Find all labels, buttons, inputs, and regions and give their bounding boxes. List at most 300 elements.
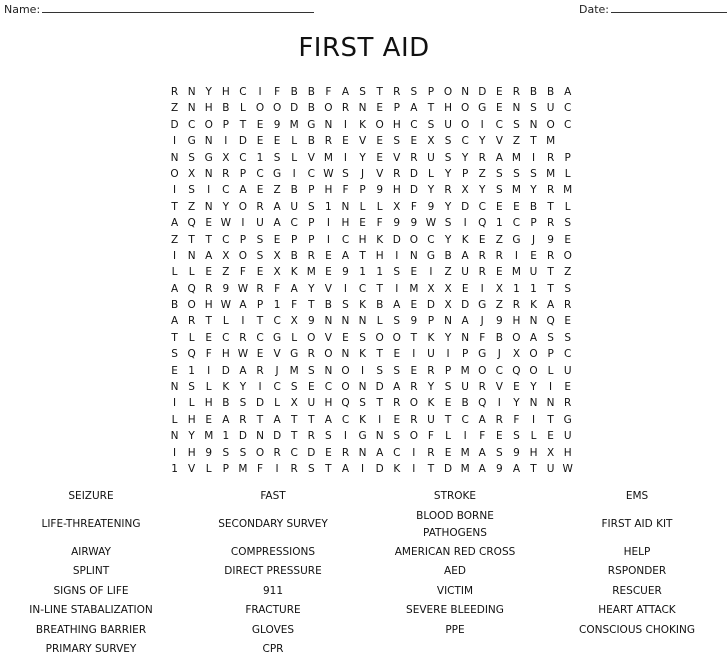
grid-letter: E bbox=[496, 200, 503, 213]
grid-letter: 9 bbox=[376, 184, 384, 197]
grid-letter: E bbox=[376, 102, 383, 115]
grid-letter: V bbox=[495, 135, 503, 148]
grid-letter: I bbox=[378, 413, 382, 426]
grid-letter: A bbox=[512, 462, 521, 475]
grid-letter: J bbox=[275, 364, 279, 377]
grid-letter: 9 bbox=[495, 462, 503, 475]
grid-letter: 9 bbox=[342, 266, 349, 279]
grid-letter: P bbox=[239, 167, 247, 180]
grid-letter: 9 bbox=[495, 315, 503, 328]
name-label: Name: bbox=[4, 3, 41, 16]
grid-letter: O bbox=[409, 430, 418, 443]
grid-letter: V bbox=[324, 282, 332, 295]
grid-letter: Z bbox=[495, 299, 503, 312]
date-label: Date: bbox=[579, 3, 609, 16]
grid-letter: O bbox=[238, 249, 248, 262]
grid-letter: Q bbox=[187, 217, 196, 230]
grid-letter: S bbox=[427, 118, 435, 131]
grid-letter: A bbox=[410, 102, 418, 115]
grid-letter: P bbox=[427, 86, 435, 98]
grid-letter: I bbox=[241, 315, 245, 328]
grid-letter: L bbox=[222, 315, 229, 328]
grid-letter: 9 bbox=[307, 315, 315, 328]
grid-letter: K bbox=[427, 397, 435, 410]
grid-letter: A bbox=[393, 381, 401, 394]
grid-letter: K bbox=[359, 348, 367, 361]
grid-letter: C bbox=[290, 446, 298, 459]
grid-letter: R bbox=[427, 364, 435, 377]
grid-letter: M bbox=[238, 462, 248, 475]
grid-letter: I bbox=[241, 217, 245, 230]
grid-letter: O bbox=[170, 167, 179, 180]
grid-letter: C bbox=[461, 413, 469, 426]
grid-letter: H bbox=[444, 102, 452, 115]
grid-letter: X bbox=[444, 299, 452, 312]
grid-letter: F bbox=[342, 184, 349, 197]
grid-letter: I bbox=[497, 397, 501, 410]
grid-letter: R bbox=[478, 381, 486, 394]
grid-letter: G bbox=[204, 151, 213, 164]
grid-letter: U bbox=[427, 151, 435, 164]
grid-letter: L bbox=[359, 200, 366, 213]
grid-letter: C bbox=[239, 86, 247, 98]
grid-letter: A bbox=[170, 315, 179, 328]
grid-row bbox=[166, 363, 576, 379]
grid-letter: I bbox=[531, 151, 536, 164]
grid-letter: K bbox=[359, 299, 367, 312]
grid-letter: R bbox=[341, 446, 350, 459]
grid-letter: Z bbox=[188, 200, 196, 213]
grid-letter: G bbox=[512, 233, 521, 246]
grid-letter: T bbox=[427, 462, 435, 475]
grid-letter: L bbox=[205, 462, 212, 475]
grid-letter: D bbox=[273, 430, 282, 443]
grid-letter: R bbox=[290, 462, 298, 475]
grid-letter: E bbox=[256, 266, 264, 279]
grid-letter: P bbox=[461, 348, 469, 361]
grid-letter: Y bbox=[530, 184, 537, 197]
grid-letter: M bbox=[323, 151, 333, 164]
grid-letter: W bbox=[237, 348, 249, 361]
word-row bbox=[0, 507, 728, 543]
grid-row bbox=[166, 379, 576, 395]
grid-letter: O bbox=[461, 102, 470, 115]
grid-letter: B bbox=[444, 249, 452, 262]
grid-letter: A bbox=[273, 200, 281, 213]
grid-letter: K bbox=[222, 381, 230, 394]
grid-letter: E bbox=[461, 282, 469, 295]
grid-letter: M bbox=[204, 430, 214, 443]
grid-letter: L bbox=[188, 266, 195, 279]
grid-letter: W bbox=[562, 462, 573, 475]
grid-letter: G bbox=[290, 348, 299, 361]
grid-letter: S bbox=[393, 430, 401, 443]
grid-letter: N bbox=[187, 86, 196, 98]
grid-letter: V bbox=[495, 381, 503, 394]
grid-letter: R bbox=[564, 299, 572, 312]
grid-letter: X bbox=[222, 151, 230, 164]
grid-letter: S bbox=[513, 167, 520, 180]
grid-letter: T bbox=[290, 413, 298, 426]
grid-letter: U bbox=[256, 217, 264, 230]
grid-letter: R bbox=[546, 249, 555, 262]
word-item: COMPRESSIONS bbox=[230, 545, 316, 558]
grid-letter: H bbox=[563, 446, 572, 459]
grid-letter: A bbox=[222, 413, 230, 426]
grid-letter: A bbox=[239, 364, 247, 377]
grid-letter: S bbox=[188, 381, 195, 394]
grid-letter: F bbox=[479, 430, 486, 443]
grid-letter: O bbox=[443, 86, 453, 98]
grid-letter: P bbox=[427, 315, 435, 328]
grid-letter: R bbox=[256, 364, 264, 377]
grid-letter: S bbox=[495, 167, 503, 180]
grid-letter: A bbox=[324, 413, 332, 426]
grid-letter: N bbox=[444, 315, 452, 328]
grid-letter: O bbox=[272, 102, 282, 115]
grid-letter: W bbox=[237, 282, 249, 295]
grid-letter: S bbox=[307, 200, 315, 213]
grid-letter: A bbox=[478, 462, 486, 475]
grid-letter: R bbox=[205, 282, 213, 295]
grid-letter: A bbox=[393, 299, 401, 312]
grid-letter: Y bbox=[222, 200, 230, 213]
grid-letter: S bbox=[359, 397, 366, 410]
grid-letter: A bbox=[170, 217, 179, 230]
grid-letter: E bbox=[205, 217, 213, 230]
grid-letter: C bbox=[410, 118, 418, 131]
grid-letter: R bbox=[478, 151, 486, 164]
grid-letter: 1 bbox=[376, 266, 384, 279]
word-item: FRACTURE bbox=[245, 604, 301, 617]
grid-letter: M bbox=[409, 282, 419, 295]
grid-letter: D bbox=[238, 135, 247, 148]
grid-letter: L bbox=[171, 266, 178, 279]
grid-letter: O bbox=[341, 381, 350, 394]
grid-letter: S bbox=[239, 446, 247, 459]
grid-letter: H bbox=[392, 184, 401, 197]
grid-letter: R bbox=[410, 413, 418, 426]
grid-letter: T bbox=[359, 249, 366, 262]
word-item: EMS bbox=[625, 490, 649, 503]
grid-letter: N bbox=[461, 86, 470, 98]
grid-letter: M bbox=[546, 167, 556, 180]
grid-letter: X bbox=[273, 266, 281, 279]
grid-letter: E bbox=[307, 381, 315, 394]
grid-letter: P bbox=[291, 233, 298, 246]
grid-letter: R bbox=[546, 217, 555, 230]
grid-letter: N bbox=[324, 118, 333, 131]
grid-letter: D bbox=[375, 381, 384, 394]
grid-letter: N bbox=[187, 249, 196, 262]
grid-letter: G bbox=[273, 167, 282, 180]
grid-letter: R bbox=[495, 249, 503, 262]
grid-letter: R bbox=[427, 446, 435, 459]
grid-letter: A bbox=[239, 184, 247, 197]
grid-letter: I bbox=[343, 118, 348, 131]
grid-letter: C bbox=[307, 167, 315, 180]
grid-letter: N bbox=[358, 315, 367, 328]
grid-letter: M bbox=[460, 462, 470, 475]
grid-letter: B bbox=[307, 102, 315, 115]
grid-letter: I bbox=[480, 282, 484, 295]
grid-letter: T bbox=[547, 413, 554, 426]
grid-letter: H bbox=[187, 446, 196, 459]
grid-letter: N bbox=[204, 200, 213, 213]
grid-letter: K bbox=[427, 331, 435, 344]
grid-letter: B bbox=[376, 299, 384, 312]
grid-letter: D bbox=[444, 462, 453, 475]
date-line[interactable] bbox=[611, 2, 727, 13]
word-item: LIFE-THREATENING bbox=[41, 518, 141, 530]
grid-letter: B bbox=[495, 331, 503, 344]
grid-row bbox=[166, 445, 576, 461]
grid-row bbox=[166, 100, 576, 116]
grid-letter: N bbox=[170, 430, 179, 443]
grid-letter: A bbox=[478, 413, 486, 426]
grid-letter: S bbox=[222, 446, 230, 459]
grid-letter: 9 bbox=[410, 217, 418, 230]
grid-letter: N bbox=[529, 118, 538, 131]
word-item: FIRST AID KIT bbox=[601, 518, 673, 530]
grid-letter: F bbox=[256, 462, 264, 475]
grid-letter: X bbox=[290, 315, 298, 328]
grid-letter: B bbox=[529, 86, 538, 98]
grid-letter: T bbox=[171, 331, 178, 344]
grid-letter: X bbox=[512, 348, 521, 361]
grid-letter: E bbox=[530, 249, 537, 262]
grid-row bbox=[166, 248, 576, 264]
grid-letter: R bbox=[546, 184, 555, 197]
grid-letter: R bbox=[512, 86, 521, 98]
grid-letter: R bbox=[239, 413, 247, 426]
grid-letter: I bbox=[361, 462, 365, 475]
grid-letter: D bbox=[221, 364, 230, 377]
word-item: PRIMARY SURVEY bbox=[45, 643, 137, 656]
grid-letter: E bbox=[376, 151, 383, 164]
grid-letter: R bbox=[341, 102, 350, 115]
grid-letter: A bbox=[376, 446, 384, 459]
grid-letter: I bbox=[343, 430, 348, 443]
grid-letter: F bbox=[376, 217, 383, 230]
grid-letter: C bbox=[341, 413, 350, 426]
grid-letter: F bbox=[205, 348, 212, 361]
grid-letter: T bbox=[410, 331, 418, 344]
grid-letter: S bbox=[564, 282, 572, 295]
grid-letter: E bbox=[410, 266, 418, 279]
grid-letter: E bbox=[273, 233, 281, 246]
name-line[interactable] bbox=[42, 2, 314, 13]
grid-row bbox=[166, 395, 576, 411]
grid-letter: T bbox=[308, 299, 315, 312]
grid-letter: N bbox=[256, 430, 264, 443]
grid-letter: O bbox=[546, 118, 555, 131]
grid-letter: O bbox=[375, 331, 384, 344]
grid-letter: O bbox=[255, 446, 265, 459]
grid-letter: U bbox=[461, 381, 469, 394]
grid-letter: H bbox=[221, 86, 230, 98]
grid-letter: T bbox=[444, 413, 452, 426]
grid-letter: S bbox=[444, 381, 452, 394]
grid-row bbox=[166, 84, 576, 100]
grid-letter: H bbox=[375, 249, 384, 262]
grid-letter: D bbox=[409, 167, 418, 180]
grid-letter: R bbox=[546, 151, 555, 164]
grid-letter: H bbox=[187, 413, 196, 426]
name-field[interactable] bbox=[4, 2, 314, 16]
grid-letter: R bbox=[324, 135, 333, 148]
word-row bbox=[0, 621, 728, 641]
grid-letter: A bbox=[495, 151, 503, 164]
grid-letter: I bbox=[258, 381, 262, 394]
grid-letter: I bbox=[172, 446, 177, 459]
grid-letter: T bbox=[547, 266, 554, 279]
grid-letter: 9 bbox=[547, 233, 554, 246]
word-item: CPR bbox=[262, 643, 284, 656]
grid-letter: N bbox=[341, 200, 350, 213]
grid-letter: S bbox=[393, 364, 401, 377]
grid-letter: X bbox=[393, 200, 401, 213]
date-field[interactable] bbox=[579, 2, 727, 16]
grid-letter: W bbox=[323, 167, 334, 180]
grid-letter: S bbox=[393, 266, 401, 279]
word-item: DIRECT PRESSURE bbox=[224, 565, 322, 578]
grid-letter: S bbox=[307, 364, 315, 377]
grid-letter: A bbox=[547, 299, 555, 312]
grid-letter: Y bbox=[479, 135, 486, 148]
grid-letter: A bbox=[290, 282, 298, 295]
grid-letter: I bbox=[224, 135, 228, 148]
grid-letter: A bbox=[341, 462, 350, 475]
word-item: IN-LINE STABALIZATION bbox=[29, 604, 153, 617]
grid-letter: G bbox=[426, 249, 436, 262]
grid-letter: O bbox=[512, 331, 521, 344]
grid-letter: X bbox=[427, 282, 435, 295]
grid-letter: H bbox=[392, 118, 401, 131]
grid-letter: O bbox=[529, 364, 538, 377]
grid-letter: M bbox=[289, 118, 299, 131]
grid-letter: T bbox=[376, 397, 383, 410]
word-item: AIRWAY bbox=[71, 545, 111, 558]
grid-letter: L bbox=[547, 364, 554, 377]
grid-letter: H bbox=[341, 217, 350, 230]
grid-letter: V bbox=[376, 167, 384, 180]
grid-letter: R bbox=[222, 167, 230, 180]
grid-letter: B bbox=[290, 86, 298, 98]
grid-letter: S bbox=[393, 315, 401, 328]
grid-letter: M bbox=[460, 446, 470, 459]
grid-letter: C bbox=[324, 381, 333, 394]
grid-letter: Z bbox=[512, 135, 521, 148]
grid-letter: R bbox=[256, 200, 264, 213]
grid-letter: W bbox=[220, 217, 232, 230]
grid-letter: T bbox=[376, 348, 383, 361]
grid-letter: V bbox=[358, 135, 367, 148]
grid-letter: O bbox=[392, 331, 401, 344]
grid-letter: C bbox=[495, 364, 503, 377]
word-row bbox=[0, 562, 728, 582]
grid-letter: Z bbox=[444, 266, 452, 279]
grid-letter: Y bbox=[427, 381, 435, 394]
grid-letter: R bbox=[444, 184, 452, 197]
word-item: AED bbox=[444, 565, 466, 578]
grid-letter: E bbox=[410, 299, 418, 312]
grid-letter: X bbox=[273, 249, 281, 262]
grid-letter: G bbox=[478, 348, 487, 361]
grid-letter: I bbox=[258, 86, 262, 98]
word-item: RSPONDER bbox=[607, 565, 667, 578]
grid-letter: C bbox=[393, 446, 401, 459]
grid-letter: P bbox=[444, 364, 452, 377]
grid-letter: 1 bbox=[171, 462, 178, 475]
grid-letter: V bbox=[273, 348, 281, 361]
grid-letter: Q bbox=[478, 397, 487, 410]
grid-letter: 9 bbox=[393, 217, 401, 230]
grid-letter: U bbox=[563, 430, 572, 443]
word-item: SIGNS OF LIFE bbox=[53, 584, 129, 597]
grid-letter: S bbox=[444, 217, 452, 230]
grid-letter: L bbox=[376, 315, 383, 328]
grid-letter: T bbox=[171, 200, 178, 213]
grid-letter: C bbox=[273, 315, 281, 328]
grid-letter: D bbox=[307, 446, 316, 459]
grid-letter: U bbox=[546, 102, 555, 115]
grid-letter: R bbox=[170, 86, 179, 98]
grid-letter: S bbox=[495, 184, 503, 197]
grid-letter: E bbox=[410, 135, 418, 148]
grid-letter: O bbox=[341, 364, 350, 377]
grid-letter: P bbox=[461, 167, 469, 180]
grid-letter: E bbox=[273, 135, 281, 148]
grid-letter: I bbox=[326, 233, 330, 246]
grid-letter: A bbox=[478, 446, 486, 459]
grid-letter: T bbox=[205, 233, 212, 246]
grid-letter: Y bbox=[205, 86, 212, 98]
grid-letter: R bbox=[393, 397, 401, 410]
grid-letter: S bbox=[359, 331, 366, 344]
grid-letter: N bbox=[204, 135, 213, 148]
grid-letter: U bbox=[529, 266, 538, 279]
grid-row bbox=[166, 313, 576, 329]
grid-letter: A bbox=[341, 249, 350, 262]
grid-letter: I bbox=[549, 381, 553, 394]
grid-letter: E bbox=[478, 233, 486, 246]
grid-letter: N bbox=[529, 315, 538, 328]
word-item: VICTIM bbox=[436, 584, 474, 597]
grid-letter: I bbox=[172, 184, 177, 197]
grid-letter: J bbox=[480, 315, 484, 328]
grid-letter: S bbox=[530, 167, 537, 180]
grid-letter: 9 bbox=[513, 446, 520, 459]
grid-letter: F bbox=[274, 282, 281, 295]
grid-letter: E bbox=[564, 315, 572, 328]
grid-letter: V bbox=[188, 462, 196, 475]
word-row bbox=[0, 487, 728, 507]
grid-letter: D bbox=[461, 299, 470, 312]
grid-row bbox=[166, 232, 576, 248]
grid-letter: L bbox=[428, 167, 434, 180]
grid-letter: C bbox=[239, 151, 247, 164]
grid-letter: Z bbox=[222, 266, 230, 279]
grid-letter: I bbox=[361, 364, 365, 377]
grid-letter: C bbox=[256, 331, 264, 344]
grid-letter: E bbox=[205, 266, 213, 279]
grid-letter: O bbox=[409, 233, 418, 246]
grid-letter: U bbox=[461, 266, 469, 279]
grid-letter: A bbox=[239, 299, 247, 312]
grid-letter: V bbox=[307, 151, 315, 164]
grid-letter: F bbox=[513, 413, 520, 426]
